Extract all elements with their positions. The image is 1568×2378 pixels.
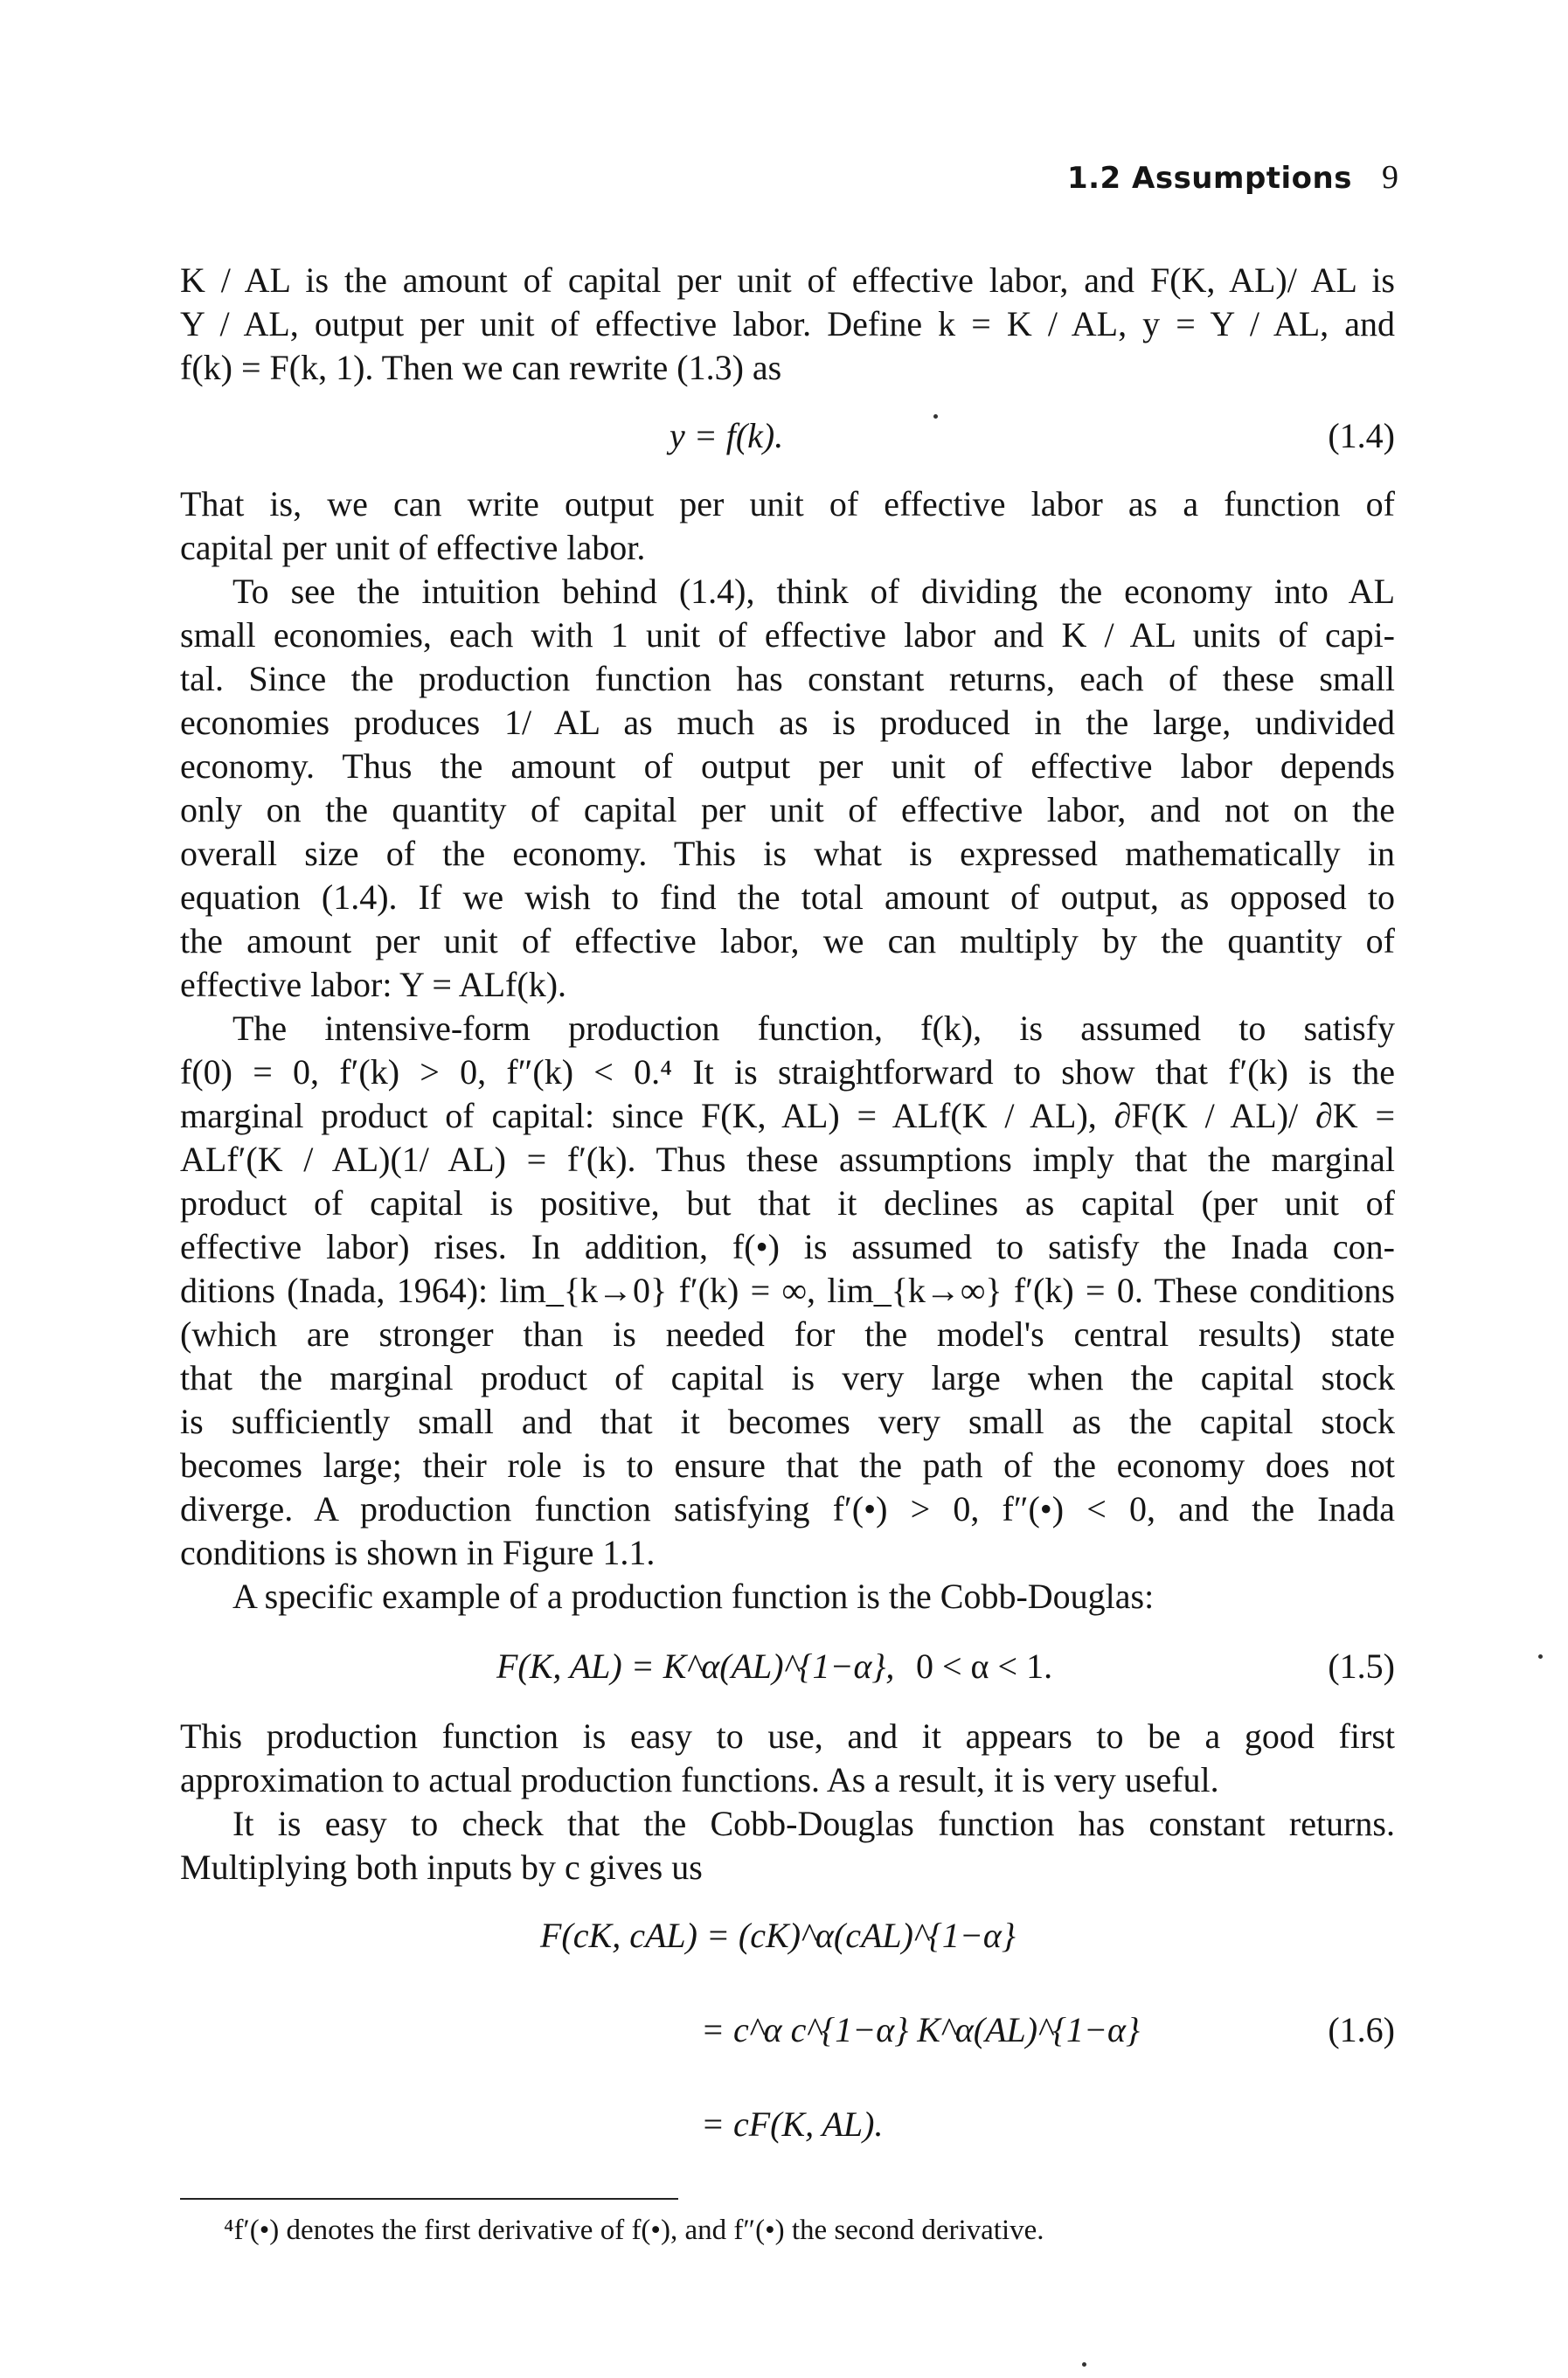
text-line: that the marginal product of capital is very large when the capital stock — [180, 1358, 1395, 1397]
text-line: ditions (Inada, 1964): lim_{k→0} f′(k) = ∞, lim_{k→∞} f′(k) = 0. These conditions — [180, 1271, 1395, 1310]
scan-speck — [1082, 2362, 1086, 2367]
text-line: diverge. A production function satisfying f′(•) > 0, f″(•) < 0, and the Inada — [180, 1489, 1395, 1529]
text-line: That is, we can write output per unit of effective labor as a function of — [180, 484, 1395, 523]
text-line: approximation to actual production functions. As a result, it is very useful. — [180, 1760, 1219, 1799]
text-line: is sufficiently small and that it becomes very small as the capital stock — [180, 1402, 1395, 1441]
page-number: 9 — [1382, 159, 1398, 196]
equation-line: F(cK, cAL) = (cK)^α(cAL)^{1−α} — [540, 1916, 1016, 1955]
equation-expression: F(K, AL) = K^α(AL)^{1−α}, — [496, 1647, 895, 1686]
equation-number: (1.5) — [1328, 1647, 1395, 1686]
text-line: K / AL is the amount of capital per unit of effective labor, and F(K, AL)/ AL is — [180, 260, 1395, 300]
text-line: (which are stronger than is needed for the model's central results) state — [180, 1314, 1395, 1354]
text-line: becomes large; their role is to ensure that the path of the economy does not — [180, 1446, 1395, 1485]
text-line: the amount per unit of effective labor, we can multiply by the quantity of — [180, 921, 1395, 960]
footnote-rule — [180, 2198, 678, 2200]
text-line: tal. Since the production function has constant returns, each of these small — [180, 659, 1395, 698]
text-line: marginal product of capital: since F(K, AL) = ALf(K / AL), ∂F(K / AL)/ ∂K = — [180, 1096, 1395, 1135]
text-line: effective labor: Y = ALf(k). — [180, 965, 567, 1004]
text-line: small economies, each with 1 unit of effective labor and K / AL units of capi- — [180, 615, 1395, 655]
running-head — [961, 156, 1398, 200]
text-line: product of capital is positive, but that it declines as capital (per unit of — [180, 1183, 1395, 1223]
text-line: economy. Thus the amount of output per unit of effective labor depends — [180, 746, 1395, 786]
equation-expression: y = f(k). — [670, 416, 784, 455]
section-title: 1.2 Assumptions — [1066, 161, 1352, 196]
text-line: Multiplying both inputs by c gives us — [180, 1848, 703, 1887]
text-line: only on the quantity of capital per unit of effective labor, and not on the — [180, 790, 1395, 829]
scan-speck — [933, 414, 938, 419]
text-line: f(0) = 0, f′(k) > 0, f″(k) < 0.⁴ It is straightforward to show that f′(k) is the — [180, 1052, 1395, 1092]
body-text — [180, 259, 1395, 2150]
text-line: overall size of the economy. This is what is expressed mathematically in — [180, 834, 1395, 873]
text-line: capital per unit of effective labor. — [180, 528, 646, 567]
footnote: ⁴f′(•) denotes the first derivative of f(•), and f″(•) the second derivative. — [224, 2215, 1044, 2246]
text-line: conditions is shown in Figure 1.1. — [180, 1533, 656, 1572]
text-line: To see the intuition behind (1.4), think of dividing the economy into AL — [232, 572, 1395, 611]
equation-1-6 — [180, 1914, 1395, 2150]
text-line: economies produces 1/ AL as much as is produced in the large, undivided — [180, 703, 1395, 742]
equation-number: (1.4) — [1328, 416, 1395, 455]
text-line: A specific example of a production function is the Cobb-Douglas: — [232, 1577, 1155, 1616]
equation-condition: 0 < α < 1. — [916, 1647, 1053, 1686]
text-line: effective labor) rises. In addition, f(•) is assumed to satisfy the Inada con- — [180, 1227, 1395, 1266]
equation-line: = cF(K, AL). — [701, 2104, 884, 2144]
text-line: ALf′(K / AL)(1/ AL) = f′(k). Thus these assumptions imply that the marginal — [180, 1140, 1395, 1179]
text-line: f(k) = F(k, 1). Then we can rewrite (1.3) as — [180, 348, 782, 387]
text-line: It is easy to check that the Cobb-Douglas function has constant returns. — [232, 1804, 1395, 1843]
equation-1-4 — [180, 414, 1395, 458]
equation-number: (1.6) — [1328, 2010, 1395, 2049]
text-line: equation (1.4). If we wish to find the total amount of output, as opposed to — [180, 877, 1395, 917]
scan-speck — [1538, 1654, 1543, 1659]
text-line: This production function is easy to use, and it appears to be a good first — [180, 1716, 1395, 1756]
text-line: The intensive-form production function, f(k), is assumed to satisfy — [232, 1009, 1395, 1048]
text-line: Y / AL, output per unit of effective labor. Define k = K / AL, y = Y / AL, and — [180, 304, 1395, 343]
equation-line: = c^α c^{1−α} K^α(AL)^{1−α} — [701, 2010, 1140, 2049]
equation-1-5 — [180, 1645, 1395, 1688]
